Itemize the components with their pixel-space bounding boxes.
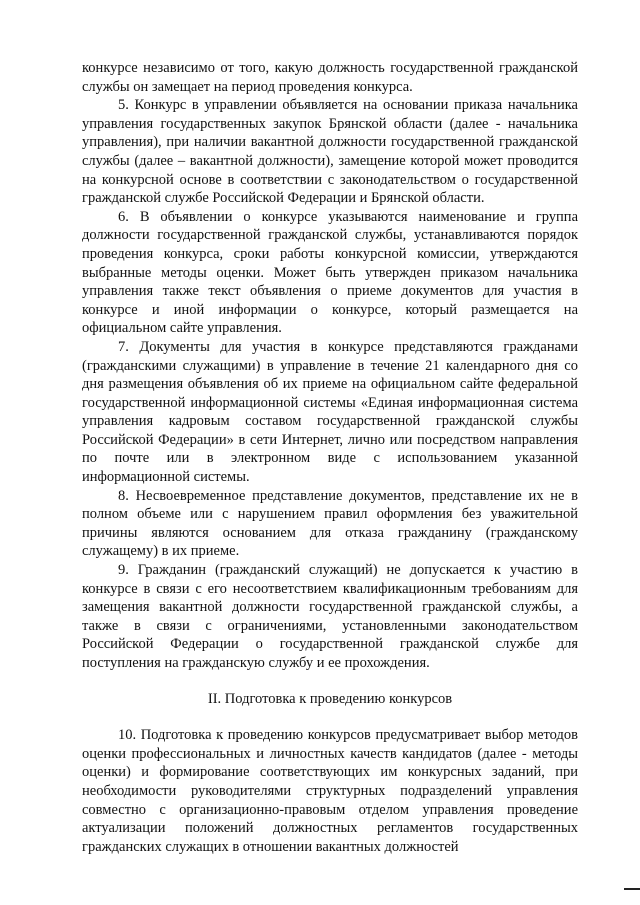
continuation-paragraph: конкурсе независимо от того, какую должность государственной гражданской службы он замещает на период проведения конкурса.: [82, 60, 578, 95]
section-heading: II. Подготовка к проведению конкурсов: [207, 690, 453, 707]
paragraph-9: 9. Гражданин (гражданский служащий) не допускается к участию в конкурсе в связи с его несоответствием квалификационным требованиям для замещения вакантной должности государственной гражданской службы, а также в связи с ограничениями, установленными законодательством Российской Федерации о государственной гражданской службе для поступления на гражданскую службу и ее прохождения.: [82, 562, 578, 671]
paragraph-5: 5. Конкурс в управлении объявляется на основании приказа начальника управления государственных закупок Брянской области (далее - начальника управления), при наличии вакантной должности государственной гражданской службы (далее – вакантной должности), замещение которой может проводится на конкурсной основе в соответствии с законодательством о государственной гражданской службе Российской Федерации и Брянской области.: [82, 97, 578, 207]
paragraph-6: 6. В объявлении о конкурсе указываются наименование и группа должности государственной гражданской службы, устанавливаются порядок проведения конкурса, сроки работы конкурсной комиссии, утверждаются выбранные методы оценки. Может быть утвержден приказом начальника управления также текст объявления о приеме документов для участия в конкурсе и иной информации о конкурсе, который размещается на официальном сайте управления.: [82, 208, 578, 337]
paragraph-8: 8. Несвоевременное представление документов, представление их не в полном объеме или с нарушением правил оформления без уважительной причины являются основанием для отказа гражданину (гражданскому служащему) в их приеме.: [82, 487, 578, 560]
document-body: [82, 59, 578, 856]
paragraph-10: 10. Подготовка к проведению конкурсов предусматривает выбор методов оценки профессиональных и личностных качеств кандидатов (далее - методы оценки) и формирование соответствующих им конкурсных заданий, при необходимости руководителями структурных подразделений управления совместно с организационно-правовым отделом управления проведение актуализации положений должностных регламентов государственных гражданских служащих в отношении вакантных должностей: [82, 727, 578, 855]
paragraph-7: 7. Документы для участия в конкурсе представляются гражданами (гражданскими служащими) в управление в течение 21 календарного дня со дня размещения объявления об их приеме на официальном сайте федеральной государственной информационной системы «Единая информационная система управления кадровым составом государственной гражданской службы Российской Федерации» в сети Интернет, лично или посредством направления по почте или в электронном виде с использованием указанной информационной системы.: [82, 338, 578, 486]
scan-edge-mark: [624, 888, 640, 890]
